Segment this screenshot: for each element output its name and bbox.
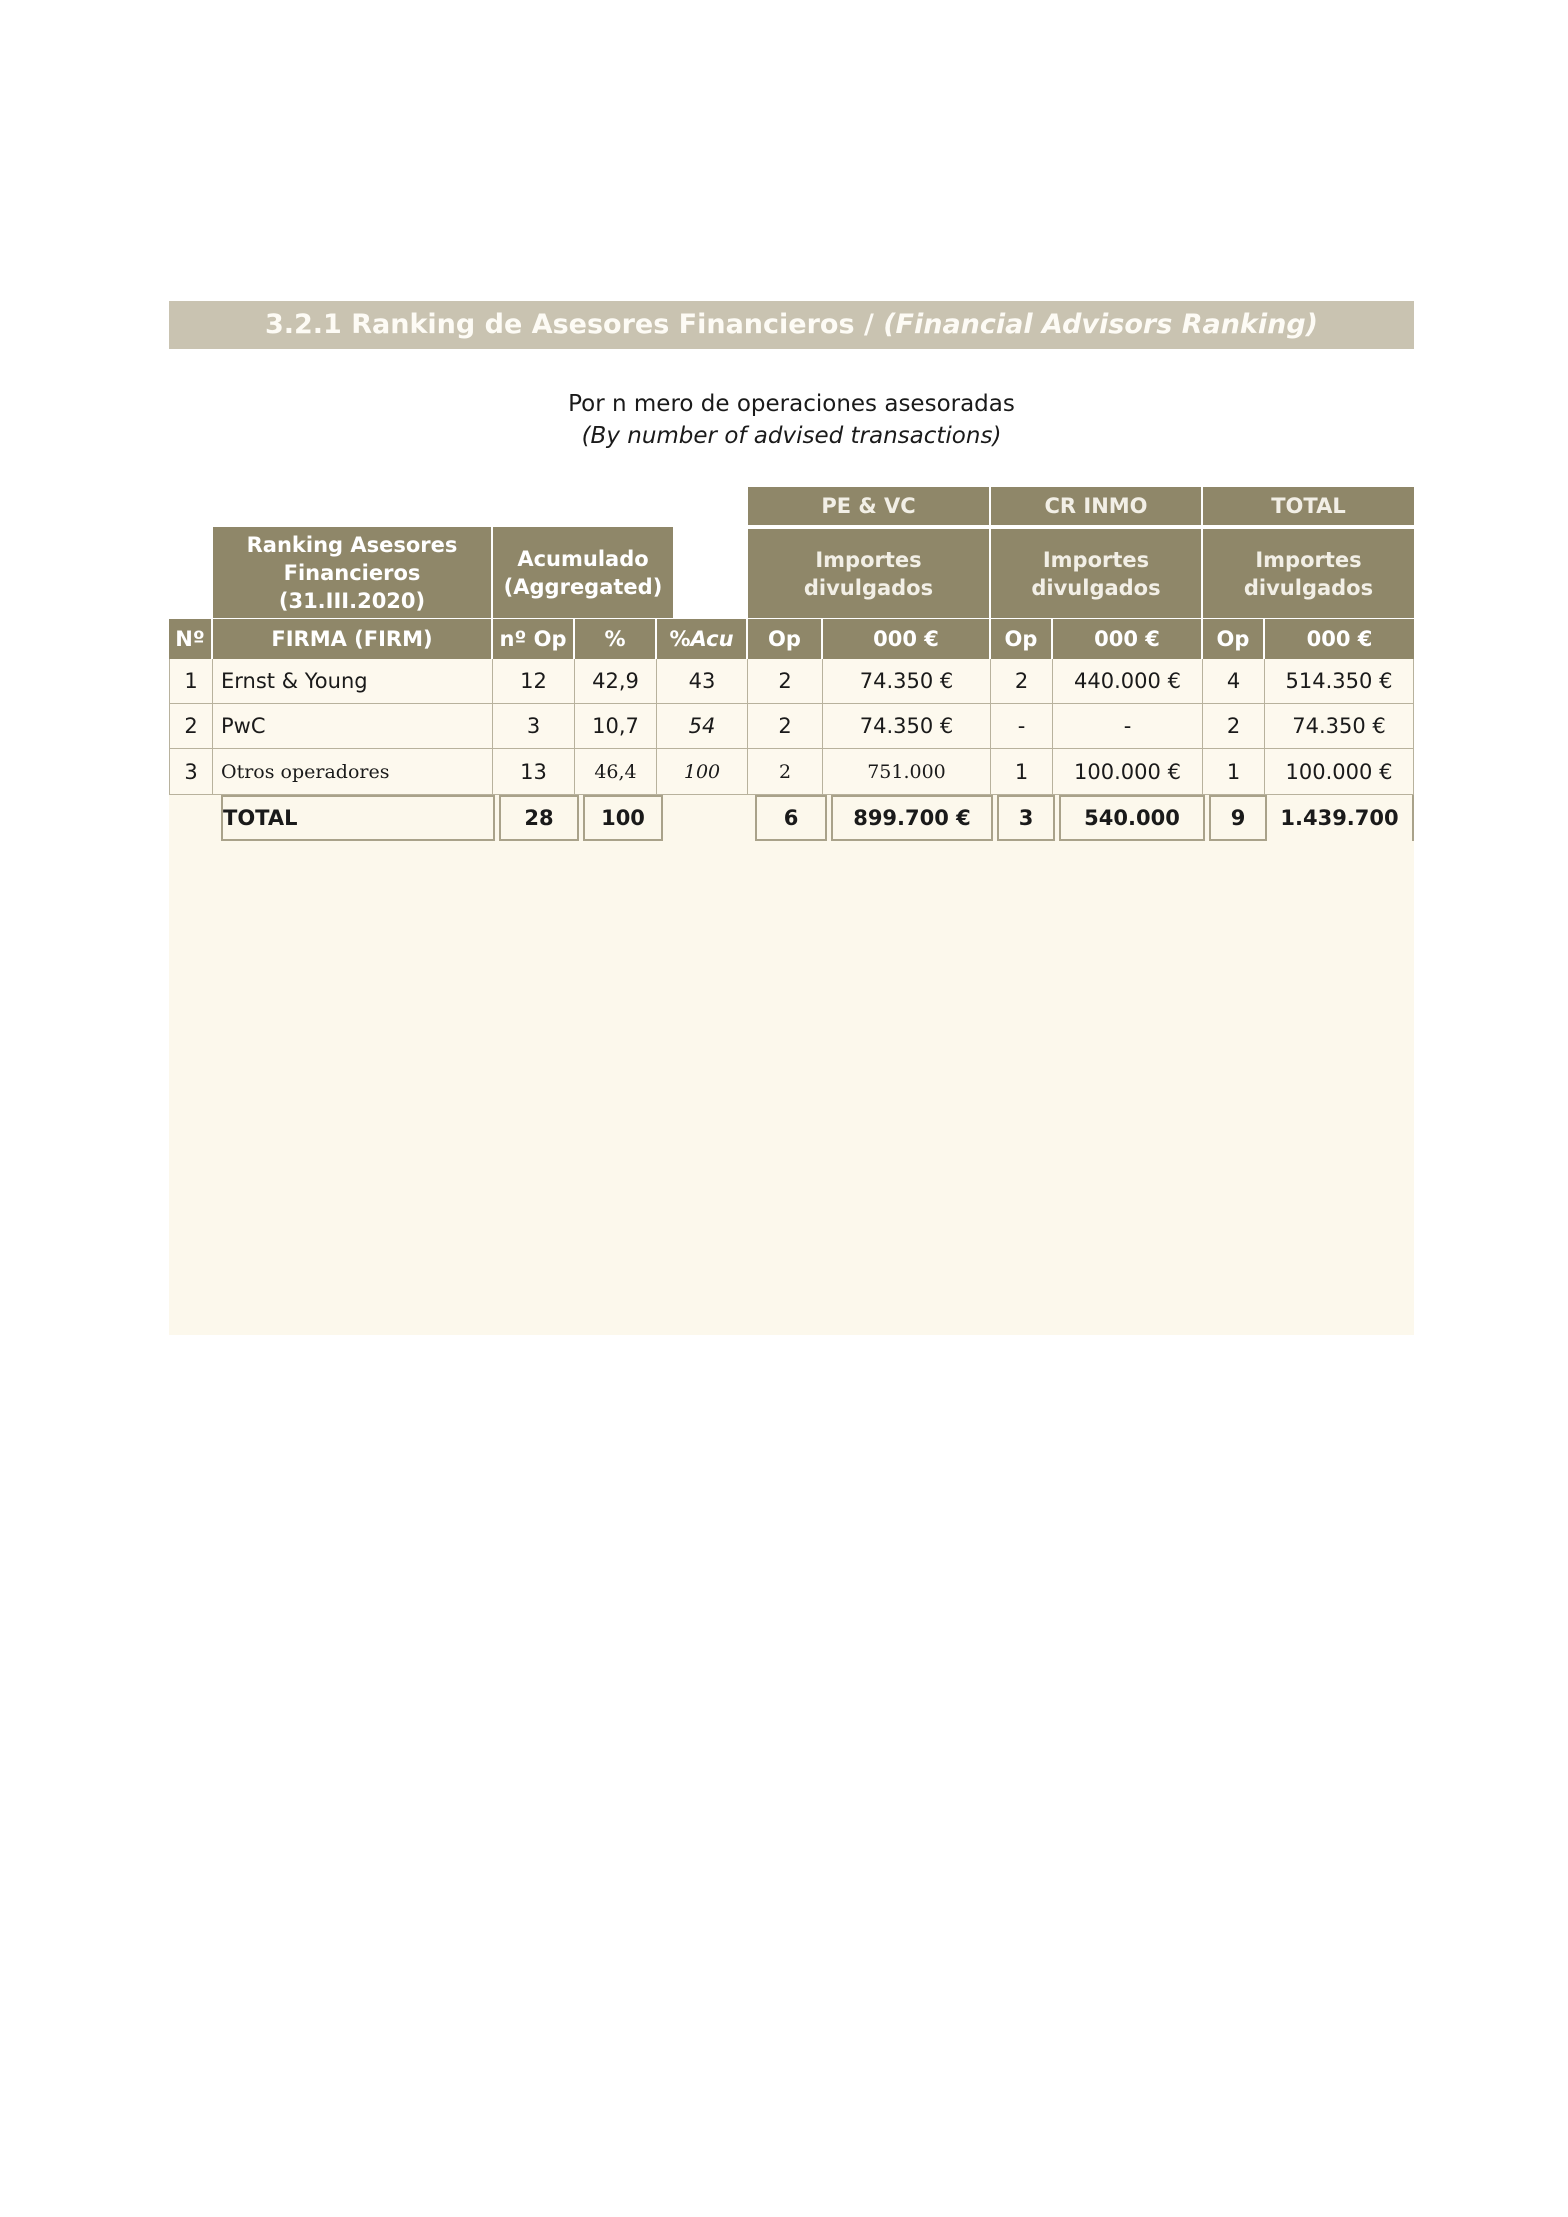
ranking-header-line2: Financieros xyxy=(283,560,421,585)
row1-firm: Ernst & Young xyxy=(213,659,493,704)
group-header-pevc: PE & VC xyxy=(748,487,991,525)
total-cr-op: 3 xyxy=(997,795,1055,841)
divulgados-label: divulgados xyxy=(1031,575,1161,600)
ranking-header-line3: (31.III.2020) xyxy=(278,588,426,613)
row3-nop: 13 xyxy=(493,749,575,795)
row1-cr-op: 2 xyxy=(991,659,1053,704)
divulgados-label: divulgados xyxy=(803,575,934,600)
row2-pe-op: 2 xyxy=(748,704,823,749)
total-t-amt: 1.439.700 xyxy=(1267,795,1414,841)
row1-acu: 43 xyxy=(657,659,748,704)
row1-pe-amt: 74.350 € xyxy=(823,659,991,704)
section-title-es: 3.2.1 Ranking de Asesores Financieros / xyxy=(264,309,884,340)
total-cr-amt: 540.000 xyxy=(1059,795,1205,841)
importes-label: Importes xyxy=(1255,547,1362,572)
row3-n: 3 xyxy=(169,749,213,795)
row2-nop: 3 xyxy=(493,704,575,749)
total-pe-amt: 899.700 € xyxy=(831,795,993,841)
subtitle-en: (By number of advised transactions) xyxy=(581,423,1002,449)
row1-t-op: 4 xyxy=(1203,659,1265,704)
pctacu-symbol: % xyxy=(669,627,691,651)
row3-t-op: 1 xyxy=(1203,749,1265,795)
col-header-pct: % xyxy=(575,619,657,659)
col-header-nop: nº Op xyxy=(493,619,575,659)
row2-n: 2 xyxy=(169,704,213,749)
row3-acu: 100 xyxy=(657,749,748,795)
row2-cr-amt: - xyxy=(1053,704,1203,749)
total-pe-op: 6 xyxy=(755,795,827,841)
divulgados-label: divulgados xyxy=(1243,575,1374,600)
subtitle xyxy=(169,388,1414,452)
row2-firm: PwC xyxy=(213,704,493,749)
row2-pct: 10,7 xyxy=(575,704,657,749)
section-title xyxy=(169,301,1414,349)
row1-nop: 12 xyxy=(493,659,575,704)
row2-t-amt: 74.350 € xyxy=(1265,704,1414,749)
aggregated-header xyxy=(493,527,673,618)
row1-pe-op: 2 xyxy=(748,659,823,704)
total-nop: 28 xyxy=(499,795,579,841)
total-label: TOTAL xyxy=(221,795,495,841)
subtitle-es: Por n mero de operaciones asesoradas xyxy=(568,391,1015,417)
row1-t-amt: 514.350 € xyxy=(1265,659,1414,704)
col-header-firm: FIRMA (FIRM) xyxy=(213,619,493,659)
crinmo-importes-header xyxy=(991,527,1203,618)
row3-firm: Otros operadores xyxy=(213,749,493,795)
importes-label: Importes xyxy=(815,547,922,572)
aggregated-label-en: (Aggregated) xyxy=(503,574,663,599)
aggregated-label: Acumulado xyxy=(517,546,649,571)
row2-pe-amt: 74.350 € xyxy=(823,704,991,749)
row1-pct: 42,9 xyxy=(575,659,657,704)
pevc-importes-header xyxy=(748,527,991,618)
row3-pct: 46,4 xyxy=(575,749,657,795)
section-title-en: (Financial Advisors Ranking) xyxy=(883,309,1319,340)
pctacu-word: Acu xyxy=(690,627,734,651)
row2-t-op: 2 xyxy=(1203,704,1265,749)
ranking-header-line1: Ranking Asesores xyxy=(246,532,458,557)
col-header-n: Nº xyxy=(169,619,213,659)
row2-cr-op: - xyxy=(991,704,1053,749)
col-header-t-op: Op xyxy=(1203,619,1265,659)
total-t-op: 9 xyxy=(1209,795,1267,841)
row1-cr-amt: 440.000 € xyxy=(1053,659,1203,704)
total-importes-header xyxy=(1203,527,1414,618)
col-header-cr-op: Op xyxy=(991,619,1053,659)
row2-acu: 54 xyxy=(657,704,748,749)
group-header-crinmo: CR INMO xyxy=(991,487,1203,525)
row3-pe-op: 2 xyxy=(748,749,823,795)
row3-cr-op: 1 xyxy=(991,749,1053,795)
row3-pe-amt: 751.000 xyxy=(823,749,991,795)
row1-n: 1 xyxy=(169,659,213,704)
importes-label: Importes xyxy=(1042,547,1150,572)
group-header-total: TOTAL xyxy=(1203,487,1414,525)
ranking-header xyxy=(213,527,493,618)
row3-cr-amt: 100.000 € xyxy=(1053,749,1203,795)
col-header-pe-op: Op xyxy=(748,619,823,659)
total-pct: 100 xyxy=(583,795,663,841)
col-header-t-amt: 000 € xyxy=(1265,619,1414,659)
col-header-pctacu xyxy=(657,619,748,659)
row3-t-amt: 100.000 € xyxy=(1265,749,1414,795)
col-header-pe-amt: 000 € xyxy=(823,619,991,659)
col-header-cr-amt: 000 € xyxy=(1053,619,1203,659)
